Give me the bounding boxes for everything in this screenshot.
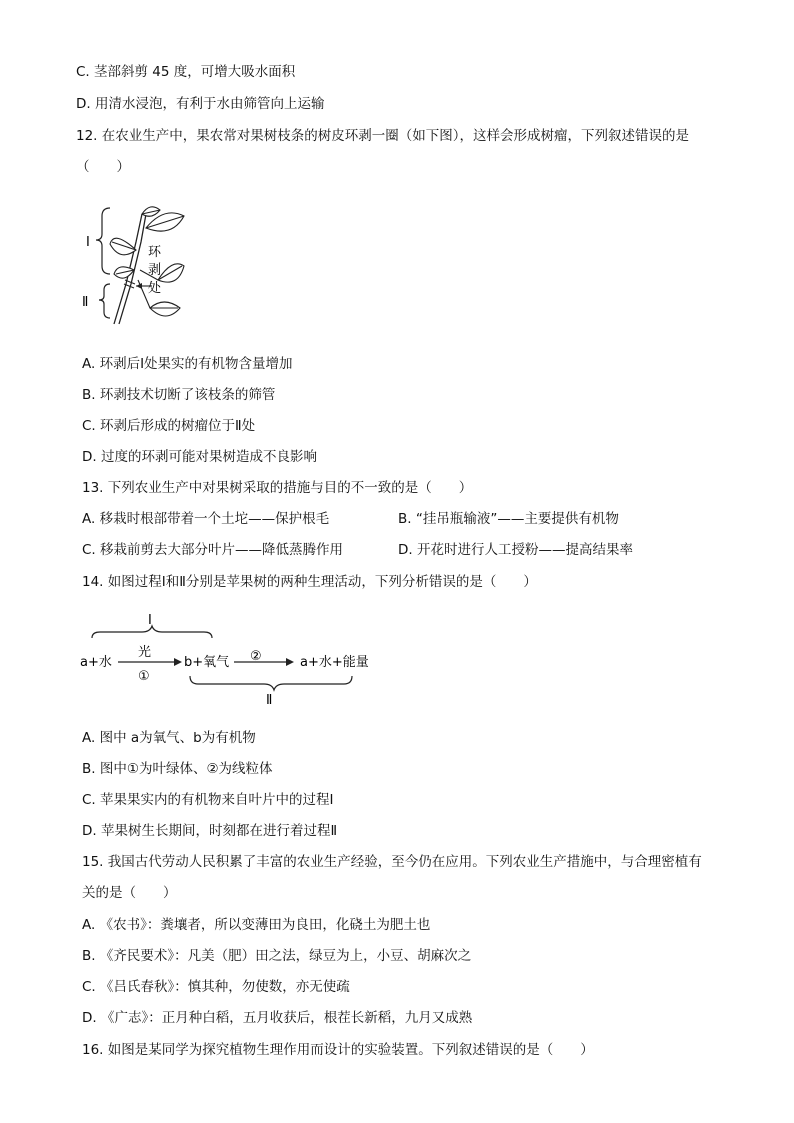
q15-option-d: D. 《广志》：正月种白稻，五月收获后，根茬长新稻，九月又成熟 bbox=[82, 1010, 473, 1026]
ring-label-3: 处 bbox=[148, 281, 162, 296]
term-right: a+水+能量 bbox=[300, 655, 369, 670]
term-left: a+水 bbox=[80, 655, 112, 670]
label-process-I: Ⅰ bbox=[148, 613, 152, 628]
q14-stem: 14. 如图过程Ⅰ和Ⅱ分别是苹果树的两种生理活动，下列分析错误的是（ ） bbox=[82, 574, 537, 590]
q15-option-c: C. 《吕氏春秋》：慎其种，勿使数，亦无使疏 bbox=[82, 979, 350, 995]
q13-stem: 13. 下列农业生产中对果树采取的措施与目的不一致的是（ ） bbox=[82, 480, 473, 496]
circle-1: ① bbox=[138, 669, 150, 684]
q16-stem: 16. 如图是某同学为探究植物生理作用而设计的实验装置。下列叙述错误的是（ ） bbox=[82, 1042, 594, 1058]
q13-option-d: D. 开花时进行人工授粉——提高结果率 bbox=[398, 542, 633, 558]
q12-option-c: C. 环剥后形成的树瘤位于Ⅱ处 bbox=[82, 418, 256, 434]
q15-option-b: B. 《齐民要术》：凡美（肥）田之法，绿豆为上，小豆、胡麻次之 bbox=[82, 948, 472, 964]
light-label: 光 bbox=[138, 645, 152, 660]
label-upper: Ⅰ bbox=[86, 235, 90, 250]
q13-option-b: B. “挂吊瓶输液”——主要提供有机物 bbox=[398, 511, 619, 527]
q12-stem-bracket: （ ） bbox=[76, 159, 130, 175]
q15-stem-cont: 关的是（ ） bbox=[82, 885, 177, 901]
girdling-branch-figure bbox=[80, 200, 200, 335]
q14-option-d: D. 苹果树生长期间，时刻都在进行着过程Ⅱ bbox=[82, 823, 338, 839]
q14-option-c: C. 苹果果实内的有机物来自叶片中的过程Ⅰ bbox=[82, 792, 334, 808]
brace-process-II bbox=[190, 676, 352, 690]
q12-option-d: D. 过度的环剥可能对果树造成不良影响 bbox=[82, 449, 317, 465]
q11-option-d: D. 用清水浸泡，有利于水由筛管向上运输 bbox=[76, 96, 325, 112]
label-lower: Ⅱ bbox=[82, 295, 89, 310]
q12-option-b: B. 环剥技术切断了该枝条的筛管 bbox=[82, 387, 276, 403]
ring-label-1: 环 bbox=[148, 245, 162, 260]
q15-option-a: A. 《农书》：粪壤者，所以变薄田为良田，化硗土为肥土也 bbox=[82, 917, 431, 933]
q12-stem: 12. 在农业生产中，果农常对果树枝条的树皮环剥一圈（如下图），这样会形成树瘤，下列叙述错误的是 bbox=[76, 128, 690, 144]
q14-option-b: B. 图中①为叶绿体、②为线粒体 bbox=[82, 761, 273, 777]
term-middle: b+氧气 bbox=[184, 655, 230, 670]
photosynthesis-respiration-diagram bbox=[78, 612, 378, 708]
q12-option-a: A. 环剥后Ⅰ处果实的有机物含量增加 bbox=[82, 356, 293, 372]
brace-lower bbox=[99, 284, 110, 318]
circle-2: ② bbox=[250, 649, 262, 664]
q15-stem: 15. 我国古代劳动人民积累了丰富的农业生产经验，至今仍在应用。下列农业生产措施中，与合理密植有 bbox=[82, 854, 702, 870]
brace-upper bbox=[96, 208, 110, 274]
q13-option-a: A. 移栽时根部带着一个土坨——保护根毛 bbox=[82, 511, 330, 527]
ring-label-2: 剥 bbox=[148, 263, 162, 278]
q14-option-a: A. 图中 a为氧气、b为有机物 bbox=[82, 730, 256, 746]
q13-option-c: C. 移栽前剪去大部分叶片——降低蒸腾作用 bbox=[82, 542, 344, 558]
q11-option-c: C. 茎部斜剪 45 度，可增大吸水面积 bbox=[76, 64, 296, 80]
label-process-II: Ⅱ bbox=[266, 693, 273, 708]
brace-process-I bbox=[92, 626, 212, 638]
